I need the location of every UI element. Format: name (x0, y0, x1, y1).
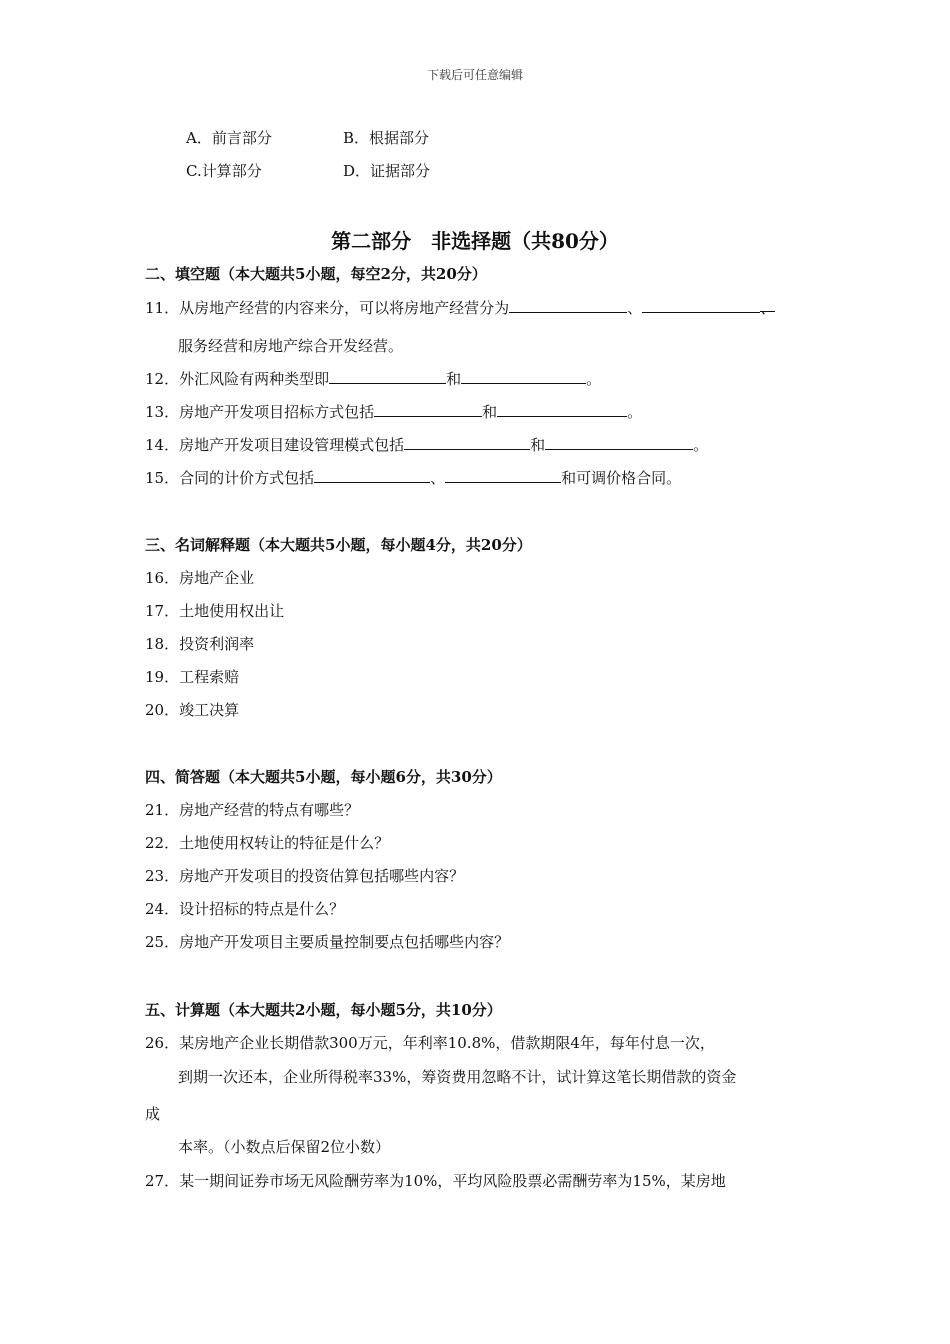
q13-and: 和 (482, 403, 498, 421)
term-item: 19．工程索赔 (145, 668, 240, 686)
q14-and: 和 (530, 436, 546, 454)
short-answer-item: 22．土地使用权转让的特征是什么？ (145, 834, 390, 852)
blank-field[interactable] (374, 402, 482, 417)
section-fill-heading: 二、填空题（本大题共5小题，每空2分，共20分） (145, 265, 487, 283)
q11-sep: 、 (627, 299, 643, 317)
section-calc-heading: 五、计算题（本大题共2小题，每小题5分，共10分） (145, 1001, 502, 1019)
question-12 (145, 368, 601, 389)
question-15 (145, 467, 681, 488)
option-b: B．根据部分 (343, 129, 430, 147)
question-14 (145, 434, 708, 455)
short-answer-item: 24．设计招标的特点是什么？ (145, 900, 345, 918)
q14-text: 14．房地产开发项目建设管理模式包括 (145, 436, 405, 454)
question-11 (145, 297, 775, 318)
blank-field[interactable] (314, 468, 430, 483)
q15-text: 15．合同的计价方式包括 (145, 469, 315, 487)
q13-end: 。 (627, 403, 643, 421)
blank-field[interactable] (509, 298, 627, 313)
page-header: 下载后可任意编辑 (426, 68, 523, 82)
term-item: 16．房地产企业 (145, 569, 255, 587)
question-27: 27．某一期间证券市场无风险酬劳率为10%，平均风险股票必需酬劳率为15%，某房地 (145, 1172, 726, 1190)
question-26-cont: 成 (145, 1105, 161, 1123)
section-short-heading: 四、简答题（本大题共5小题，每小题6分，共30分） (145, 768, 502, 786)
blank-field[interactable] (497, 402, 627, 417)
question-13 (145, 401, 642, 422)
blank-field[interactable] (445, 468, 561, 483)
blank-field[interactable] (461, 369, 586, 384)
q11-text: 11．从房地产经营的内容来分，可以将房地产经营分为 (145, 299, 510, 317)
q11-sep: 、 (760, 299, 776, 317)
term-item: 20．竣工决算 (145, 701, 240, 719)
section-terms-heading: 三、名词解释题（本大题共5小题，每小题4分，共20分） (145, 536, 532, 554)
q15-end: 和可调价格合同。 (561, 469, 682, 487)
blank-field[interactable] (642, 298, 760, 313)
question-26-cont: 到期一次还本，企业所得税率33%，筹资费用忽略不计，试计算这笔长期借款的资金 (178, 1068, 737, 1086)
q12-and: 和 (446, 370, 462, 388)
q13-text: 13．房地产开发项目招标方式包括 (145, 403, 375, 421)
term-item: 18．投资利润率 (145, 635, 255, 653)
short-answer-item: 21．房地产经营的特点有哪些？ (145, 801, 360, 819)
option-d: D．证据部分 (343, 162, 431, 180)
short-answer-item: 23．房地产开发项目的投资估算包括哪些内容？ (145, 867, 465, 885)
term-item: 17．土地使用权出让 (145, 602, 285, 620)
part-title: 第二部分 非选择题（共80分） (331, 229, 619, 253)
option-a: A．前言部分 (186, 129, 272, 147)
blank-field[interactable] (329, 369, 446, 384)
option-c: C.计算部分 (186, 162, 262, 180)
question-26-cont: 本率。（小数点后保留2位小数） (178, 1138, 391, 1156)
question-26: 26．某房地产企业长期借款300万元，年利率10.8%，借款期限4年，每年付息一次， (145, 1034, 715, 1052)
q12-text: 12．外汇风险有两种类型即 (145, 370, 330, 388)
q15-sep: 、 (430, 469, 446, 487)
short-answer-item: 25．房地产开发项目主要质量控制要点包括哪些内容？ (145, 933, 510, 951)
q12-end: 。 (586, 370, 602, 388)
blank-field[interactable] (404, 435, 530, 450)
blank-field[interactable] (545, 435, 693, 450)
q14-end: 。 (693, 436, 709, 454)
question-11-cont: 服务经营和房地产综合开发经营。 (178, 337, 404, 355)
